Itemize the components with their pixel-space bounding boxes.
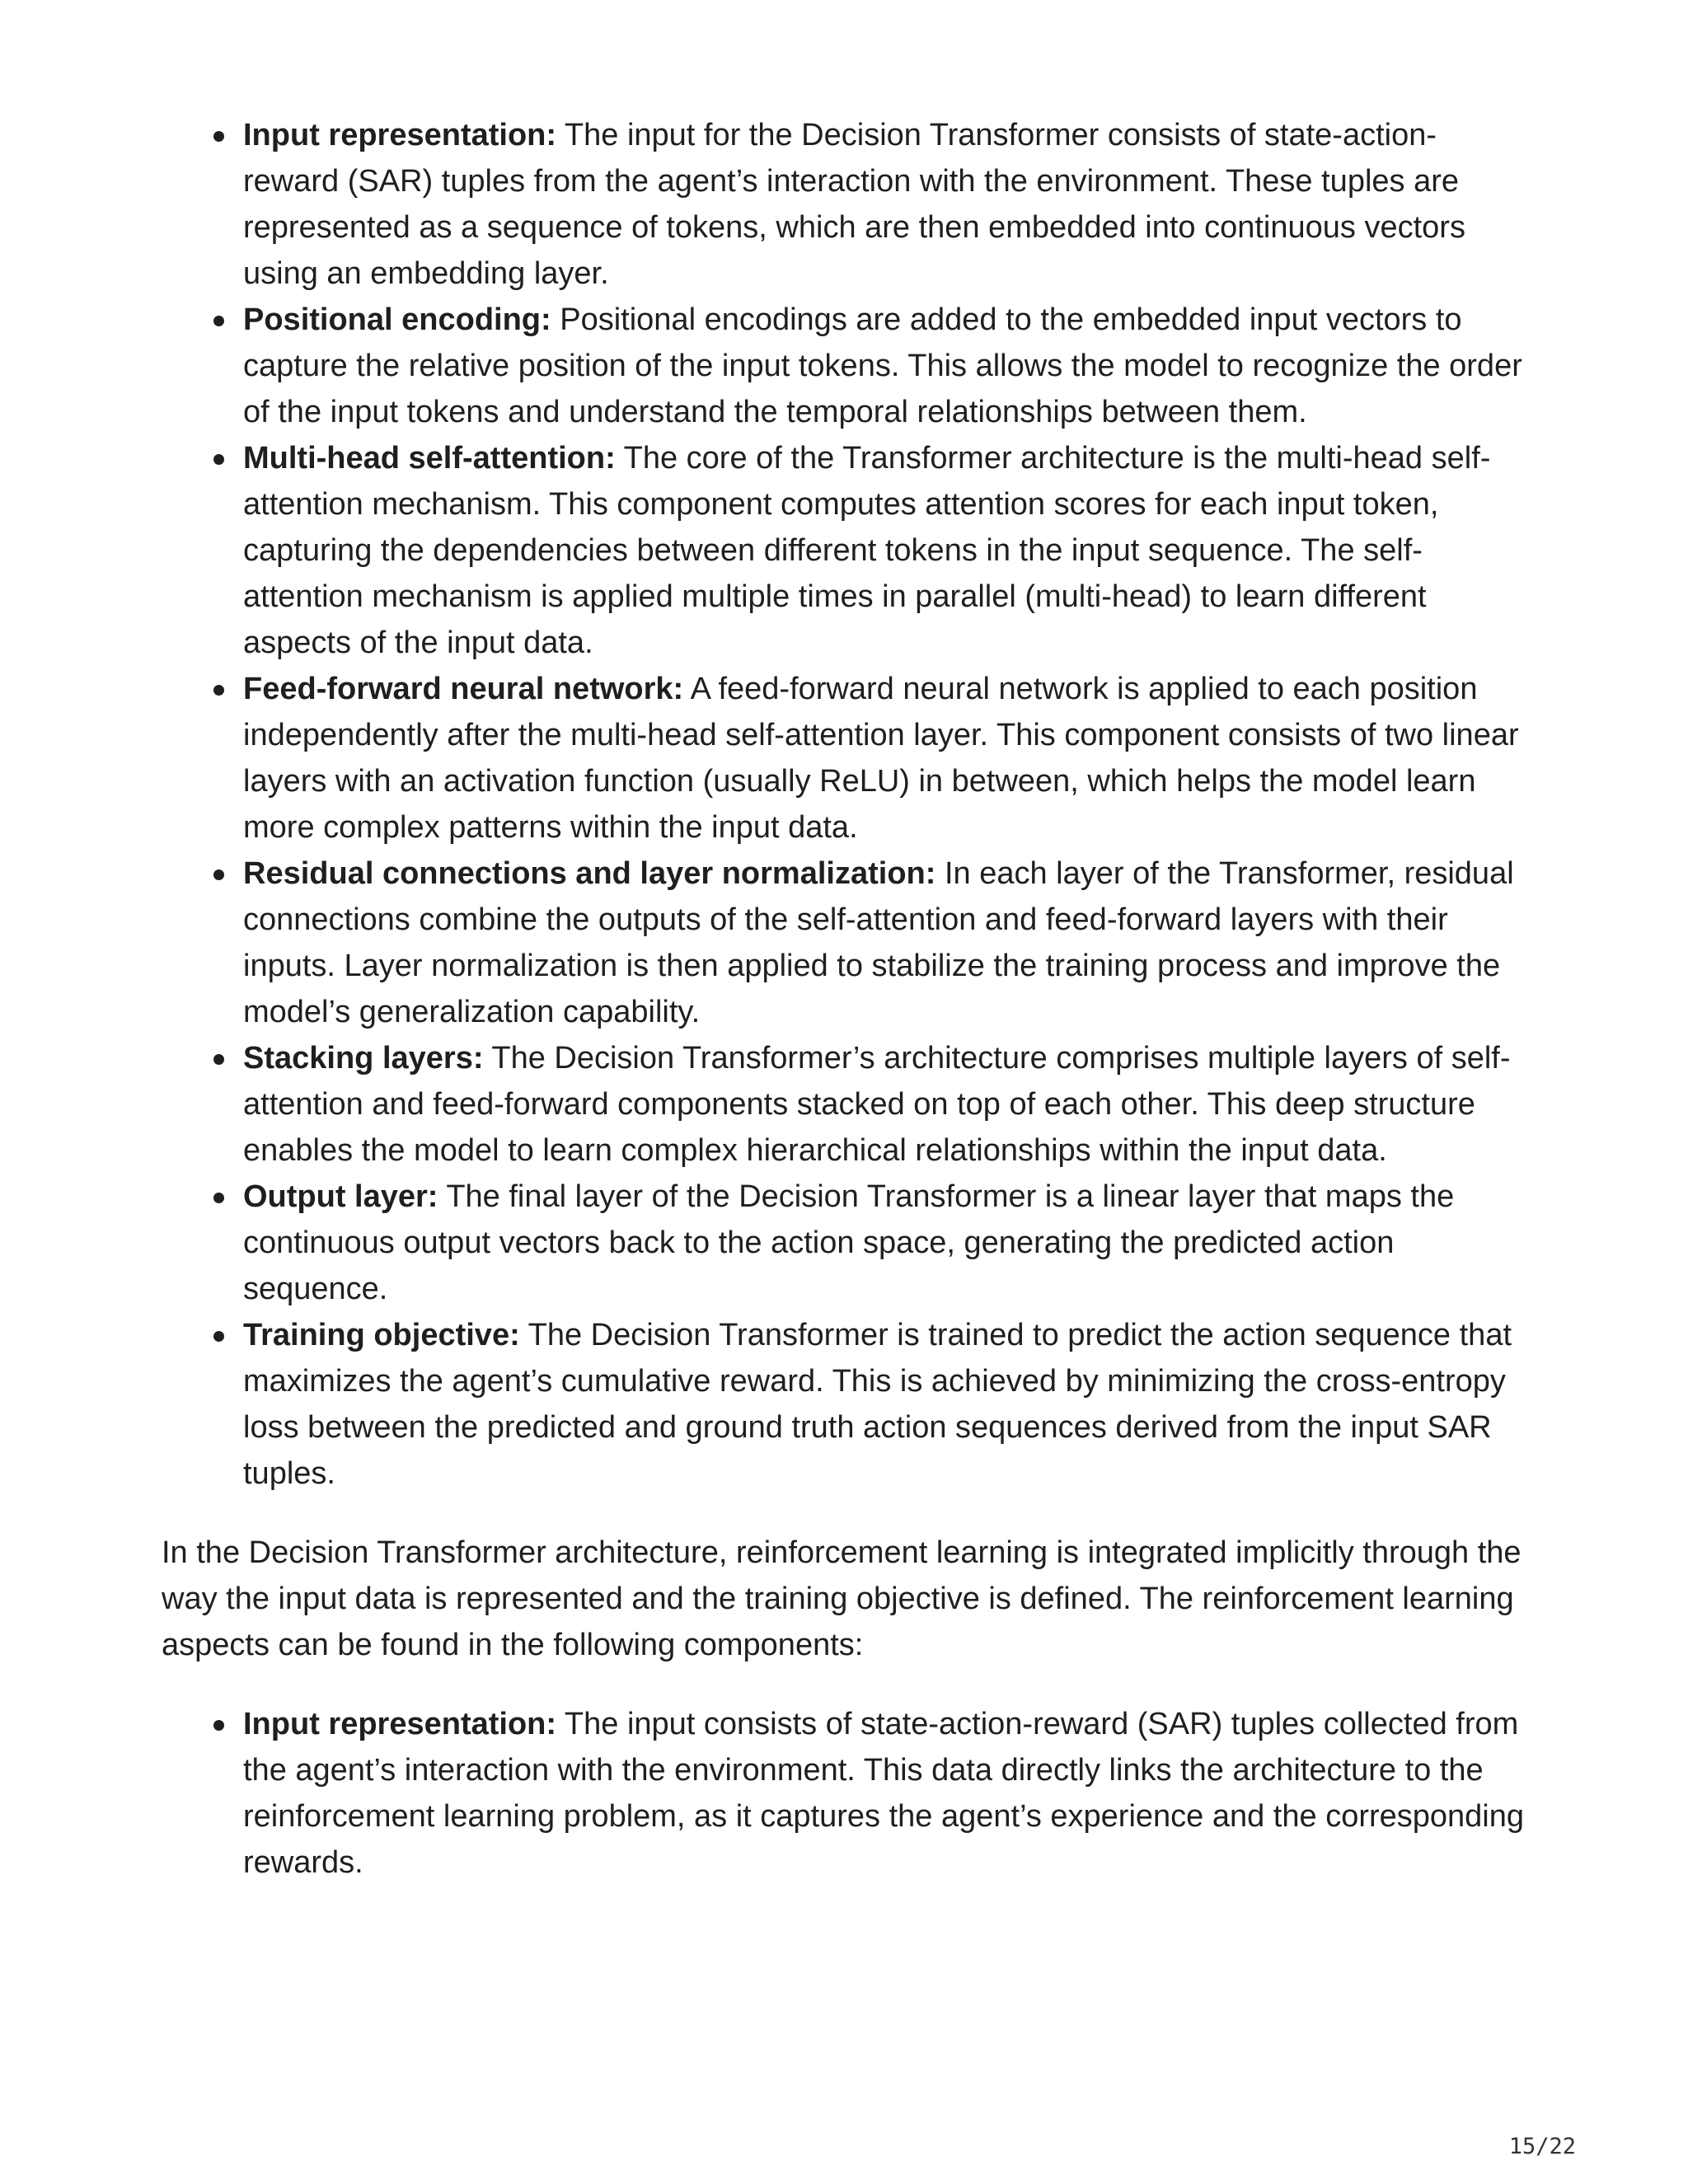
list-item — [243, 1174, 1530, 1312]
reinforcement-learning-components-list — [162, 1701, 1530, 1886]
architecture-components-list — [162, 112, 1530, 1497]
list-item — [243, 851, 1530, 1035]
list-item — [243, 666, 1530, 851]
list-item-term: Multi-head self-attention: — [243, 441, 616, 476]
list-item-text: The final layer of the Decision Transformer is a linear layer that maps the continuous output vectors back to the action space, generating the predicted action sequence. — [243, 1179, 1455, 1306]
list-item-text: The Decision Transformer’s architecture comprises multiple layers of self-attention and feed-forward components stacked on top of each other. This deep structure enables the model to learn complex hierarchical relationships within the input data. — [243, 1041, 1511, 1168]
page-content — [162, 112, 1530, 1886]
list-item-term: Input representation: — [243, 1707, 557, 1741]
list-item — [243, 112, 1530, 297]
list-item-term: Input representation: — [243, 118, 557, 152]
page-number: 15/22 — [1508, 2134, 1576, 2159]
list-item-term: Positional encoding: — [243, 302, 551, 337]
body-paragraph: In the Decision Transformer architecture, reinforcement learning is integrated implicitly through the way the input data is represented and the training objective is defined. The reinforcement learning aspects can be found in the following components: — [162, 1535, 1522, 1662]
list-item — [243, 297, 1530, 435]
list-item-term: Stacking layers: — [243, 1041, 484, 1076]
list-item-text: The input for the Decision Transformer consists of state-action-reward (SAR) tuples from the agent’s interaction with the environment. These tuples are represented as a sequence of tokens, which are then embedded into continuous vectors using an embedding layer. — [243, 118, 1465, 291]
list-item — [243, 1035, 1530, 1174]
list-item-term: Residual connections and layer normalization: — [243, 856, 936, 891]
list-item-text: The core of the Transformer architecture is the multi-head self-attention mechanism. This component computes attention scores for each input token, capturing the dependencies between different tokens in the input sequence. The self-attention mechanism is applied multiple times in parallel (multi-head) to learn different aspects of the input data. — [243, 441, 1491, 660]
list-item-text: In each layer of the Transformer, residual connections combine the outputs of the self-attention and feed-forward layers with their inputs. Layer normalization is then applied to stabilize the training process and improve the model’s generalization capability. — [243, 856, 1514, 1029]
list-item-text: Positional encodings are added to the embedded input vectors to capture the relative position of the input tokens. This allows the model to recognize the order of the input tokens and understand the temporal relationships between them. — [243, 302, 1522, 429]
list-item-term: Output layer: — [243, 1179, 438, 1214]
list-item — [243, 1701, 1530, 1886]
list-item — [243, 1312, 1530, 1497]
list-item-text: The Decision Transformer is trained to predict the action sequence that maximizes the agent’s cumulative reward. This is achieved by minimizing the cross-entropy loss between the predicted and ground truth action sequences derived from the input SAR tuples. — [243, 1318, 1512, 1491]
list-item — [243, 435, 1530, 666]
list-item-text: The input consists of state-action-reward (SAR) tuples collected from the agent’s interaction with the environment. This data directly links the architecture to the reinforcement learning problem, as it captures the agent’s experience and the corresponding rewards. — [243, 1707, 1525, 1880]
list-item-term: Feed-forward neural network: — [243, 672, 684, 706]
list-item-text: A feed-forward neural network is applied to each position independently after the multi-head self-attention layer. This component consists of two linear layers with an activation function (usually ReLU) in between, which helps the model learn more complex patterns within the input data. — [243, 672, 1519, 845]
list-item-term: Training objective: — [243, 1318, 520, 1352]
